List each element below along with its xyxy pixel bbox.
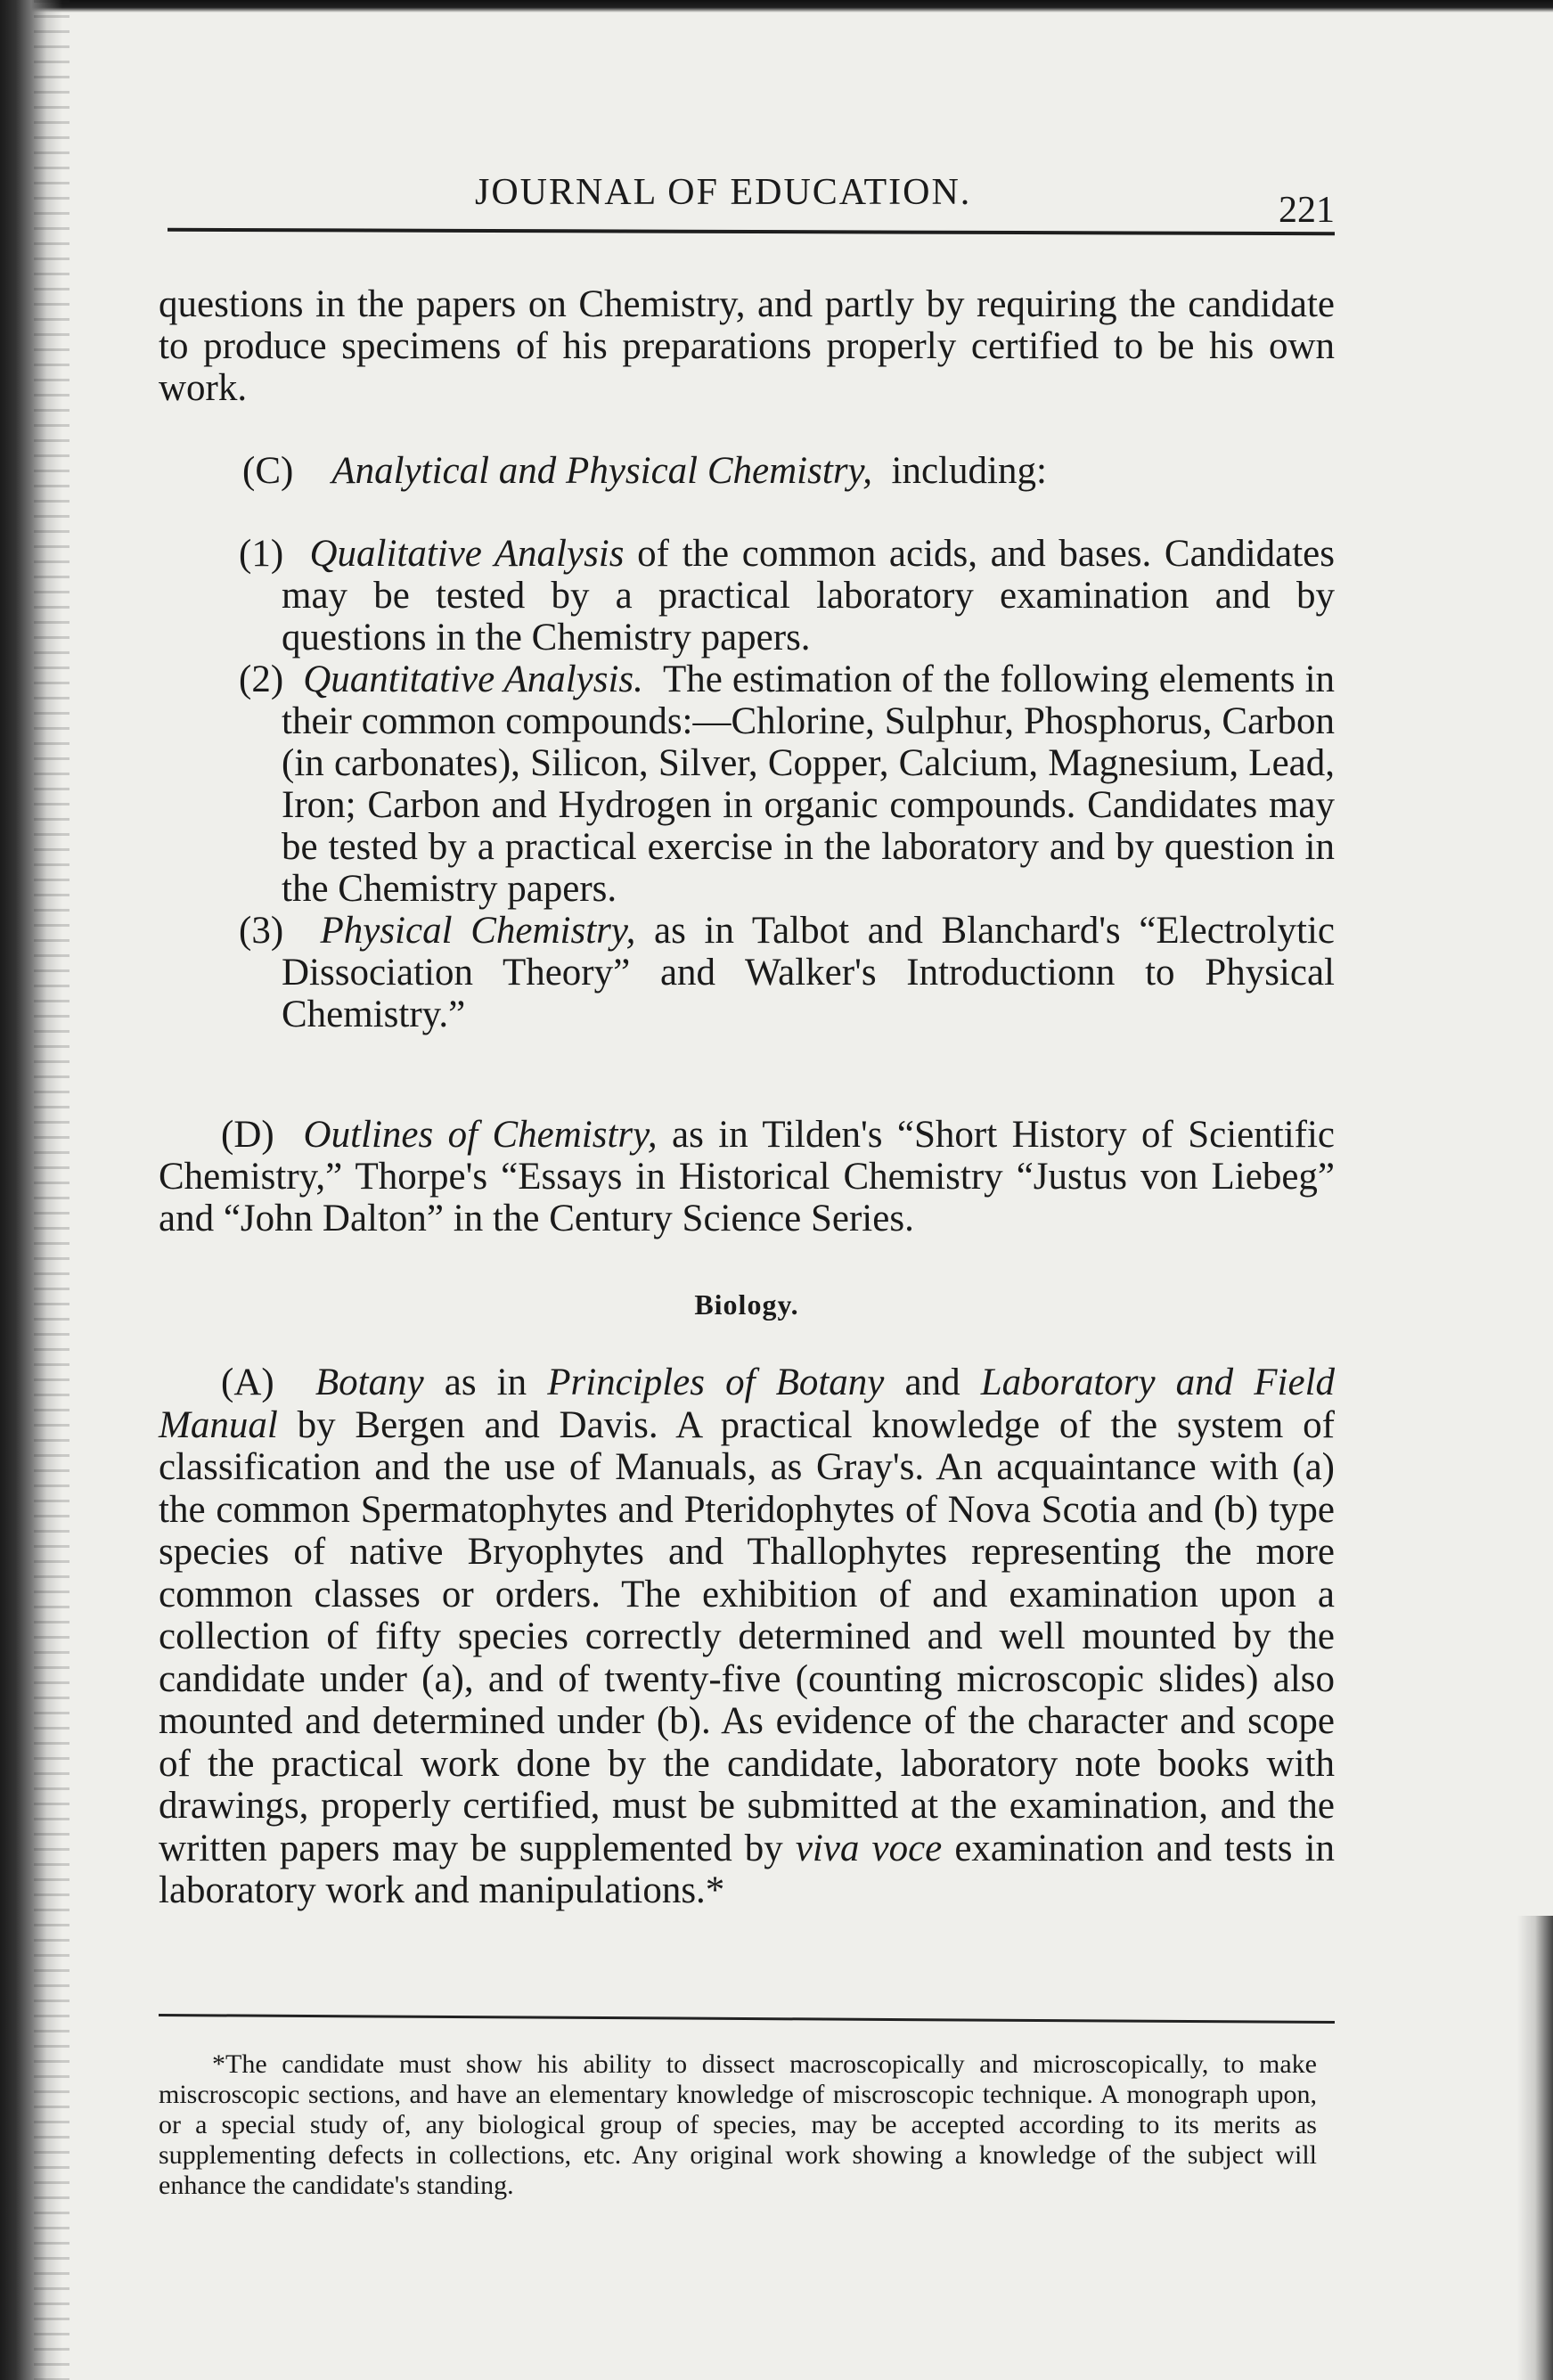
book-title-principles: Principles of Botany [547, 1362, 885, 1403]
biology-text-4: examination and tests in laboratory work and manipulations.* [159, 1827, 1336, 1911]
item-text: as in Talbot and Blanchard's “Electrolytic Dissociation Theory” and Walker's Introductionn to Physical Chemistry.” [282, 910, 1335, 1035]
book-title-manual: Laboratory and Field Manual [159, 1362, 1336, 1446]
page-top-edge-shadow [0, 0, 1553, 12]
item-title: Qualitative Analysis [309, 533, 625, 575]
biology-text-3: by Bergen and Davis. A practical knowledge of the system of classification and the use of Manuals, as Gray's. An acquaintance with (a) the common Spermatophytes and Pteridophytes of Nova Scotia and (b) type species of native Bryophytes and Thallophytes representing the more common classes or orders. The exhibition of and examination upon a collection of fifty species correctly determined and well mounted by the candidate under (a), and of twenty-five (counting microscopic slides) also mounted and determined under (b). As evidence of the character and scope of the practical work done by the candidate, laboratory note books with drawings, properly certified, must be submitted at the examination, and the written papers may be supplemented by [159, 1403, 1335, 1869]
list-item [239, 658, 1335, 910]
running-header [159, 168, 1335, 230]
item-label: (1) [239, 533, 284, 575]
page-binding-specks [34, 0, 69, 2380]
section-d-title: Outlines of Chemistry, [303, 1114, 658, 1156]
section-c-suffix: including: [891, 450, 1047, 492]
item-text: of the common acids, and bases. Candidates may be tested by a practical laboratory examination and by questions in the Chemistry papers. [282, 533, 1335, 658]
item-label: (3) [239, 910, 284, 952]
viva-voce: viva voce [795, 1827, 943, 1869]
intro-paragraph: questions in the papers on Chemistry, and partly by requiring the candidate to produce specimens of his preparations properly certified to be his own work. [159, 283, 1335, 409]
list-item [239, 910, 1335, 1035]
section-c-title: Analytical and Physical Chemistry, [331, 450, 873, 492]
list-item [239, 533, 1335, 658]
page-right-edge-shadow [1517, 1916, 1553, 2380]
journal-title: JOURNAL OF EDUCATION. [475, 172, 972, 213]
biology-title: Botany [315, 1362, 424, 1403]
biology-paragraph [159, 1362, 1335, 1912]
page-number: 221 [1279, 190, 1335, 231]
section-d-paragraph [159, 1114, 1335, 1239]
item-title: Quantitative Analysis. [303, 658, 643, 700]
footnote: *The candidate must show his ability to dissect macroscopically and microscopically, to make miscroscopic sections, and have an elementary knowledge of miscroscopic technique. A monograph upon, or a special study of, any biological group of species, may be accepted according to its merits as supplementing defects in collections, etc. Any original work showing a knowledge of the subject will enhance the candidate's standing. [159, 2049, 1317, 2200]
item-title: Physical Chemistry, [320, 910, 636, 952]
section-d-text: as in Tilden's “Short History of Scientific Chemistry,” Thorpe's “Essays in Historical Chemistry “Justus von Liebeg” and “John Dalton” in the Century Science Series. [159, 1114, 1336, 1239]
section-c-heading [242, 450, 1335, 492]
section-c-label: (C) [242, 450, 294, 492]
item-text: The estimation of the following elements in their common compounds:—Chlorine, Sulphur, Phosphorus, Carbon (in carbonates), Silicon, Silver, Copper, Calcium, Magnesium, Lead, Iron; Carbon and Hydrogen in organic compounds. Candidates may be tested by a practical exercise in the laboratory and by question in the Chemistry papers. [282, 658, 1336, 910]
biology-heading: Biology. [694, 1288, 799, 1321]
biology-text-1: as in [444, 1362, 527, 1403]
item-label: (2) [239, 658, 284, 700]
biology-label: (A) [221, 1362, 274, 1403]
biology-text-2: and [904, 1362, 960, 1403]
footnote-rule [159, 2014, 1335, 2024]
section-d-label: (D) [221, 1114, 274, 1156]
chemistry-items-list [239, 533, 1335, 1035]
